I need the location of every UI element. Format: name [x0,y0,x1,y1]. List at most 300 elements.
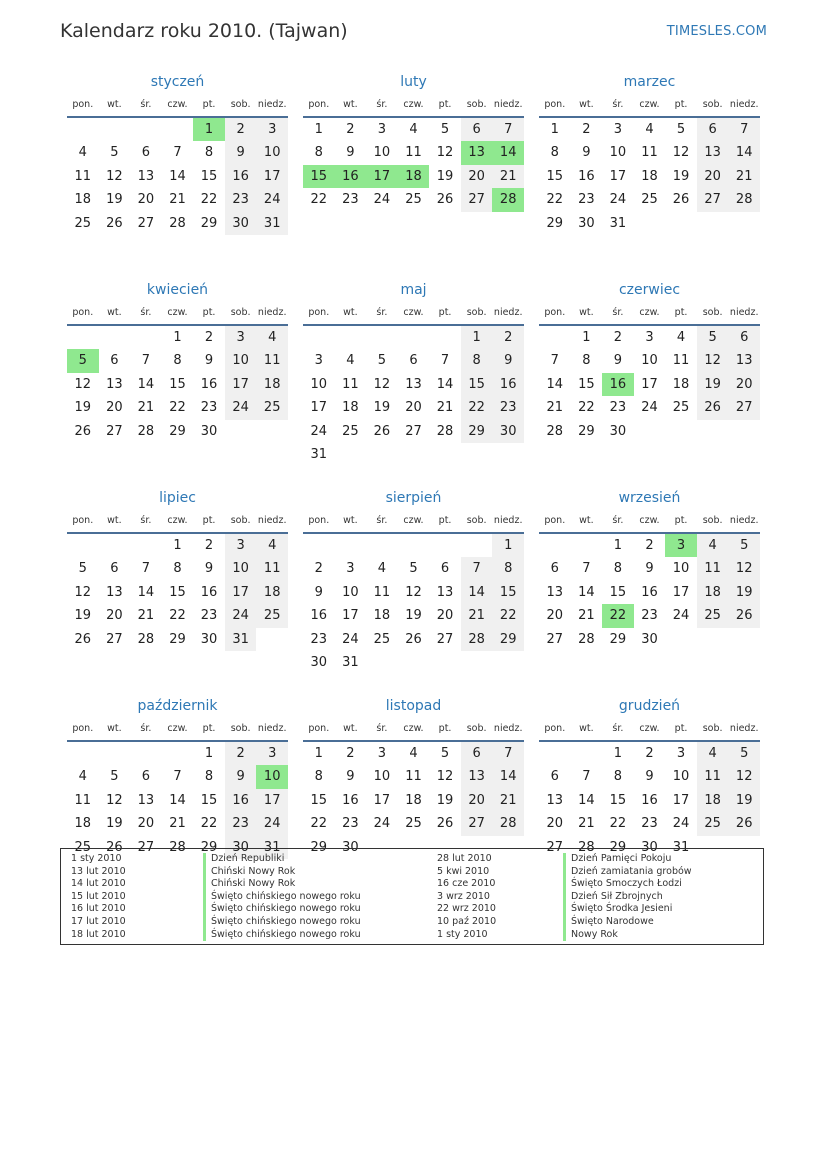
weekday-label: pt. [202,723,216,734]
day-cell: 14 [461,581,493,604]
day-cell: 3 [377,746,387,761]
day-cell-holiday: 16 [602,373,634,396]
day-cell: 8 [613,561,623,577]
weekday-header [539,94,760,118]
month-title: styczeń [150,74,205,90]
empty-cell [99,326,131,349]
legend-holiday-name: Święto chińskiego nowego roku [203,916,437,929]
weekday-label: wt. [107,515,122,526]
weekday-label: pt. [674,307,688,318]
day-cell: 3 [377,122,387,137]
weekday-header [303,510,524,534]
day-cell: 17 [609,168,627,184]
day-cell: 16 [578,168,595,184]
day-cell: 16 [225,789,257,812]
day-cell: 8 [173,561,182,577]
day-cell: 27 [106,631,123,647]
day-cell: 7 [461,557,493,580]
weekday-header [67,510,288,534]
empty-cell [99,118,131,141]
weekday-label: czw. [403,307,424,318]
day-cell: 2 [582,122,591,137]
day-cell: 19 [436,792,454,808]
day-cell: 21 [137,608,155,624]
empty-cell [461,534,493,557]
day-cell: 1 [582,330,591,345]
day-cell: 20 [546,608,564,624]
day-cell: 3 [613,122,623,137]
weekday-label: sob. [230,99,251,110]
day-cell: 20 [546,816,564,832]
weekday-label: sob. [702,723,723,734]
day-cell: 17 [256,165,288,188]
day-cell: 5 [440,746,450,761]
weekday-label: niedz. [257,515,287,526]
day-cell: 27 [405,423,422,439]
day-cell: 25 [342,423,359,439]
day-cell: 11 [405,145,422,161]
day-cell: 20 [436,608,454,624]
day-cell: 31 [225,628,257,651]
day-cell: 21 [461,604,493,627]
weekday-label: czw. [639,99,660,110]
day-cell: 27 [137,215,155,231]
days-grid [67,326,288,443]
day-cell: 16 [200,376,218,392]
days-grid [539,534,760,651]
year-calendar-grid [67,72,760,904]
day-cell: 4 [78,769,87,785]
weekday-label: śr. [140,515,152,526]
day-cell-holiday: 14 [492,141,524,164]
day-cell: 21 [546,400,564,416]
day-cell: 8 [314,769,323,785]
legend-date: 1 sty 2010 [71,853,122,864]
day-cell: 13 [697,141,729,164]
day-cell: 8 [582,353,591,369]
day-cell: 4 [256,326,288,349]
day-cell: 16 [200,584,218,600]
brand-logo-text[interactable]: TIMESLES.COM [666,24,767,39]
day-cell: 8 [613,769,623,785]
day-cell: 29 [546,215,564,231]
day-cell: 23 [492,396,524,419]
weekday-label: śr. [140,307,152,318]
day-cell: 20 [106,400,123,416]
weekday-label: śr. [376,307,388,318]
day-cell: 6 [409,353,418,369]
day-cell: 25 [405,192,422,208]
weekday-label: wt. [343,307,358,318]
weekday-label: wt. [579,515,594,526]
weekday-label: pt. [674,99,688,110]
weekday-label: pt. [202,515,216,526]
day-cell: 18 [342,400,359,416]
day-cell: 15 [461,373,493,396]
day-cell: 25 [373,631,391,647]
day-cell: 24 [373,816,391,832]
legend-holiday-name: Święto chińskiego nowego roku [203,891,437,904]
weekday-label: czw. [639,515,660,526]
legend-names-left [203,853,437,944]
day-cell: 23 [225,812,257,835]
month-title: listopad [385,698,442,714]
day-cell: 15 [609,792,627,808]
month-title: marzec [623,74,676,90]
day-cell: 11 [641,145,658,161]
legend-holiday-name: Dzień Sił Zbrojnych [563,891,763,904]
weekday-label: czw. [167,723,188,734]
day-cell: 31 [256,836,288,859]
day-cell: 9 [645,561,654,577]
weekday-label: śr. [140,723,152,734]
day-cell: 7 [141,561,151,577]
day-cell: 30 [492,420,524,443]
empty-cell [67,534,99,557]
day-cell: 21 [578,608,595,624]
day-cell: 30 [200,423,218,439]
day-cell: 4 [78,145,87,161]
empty-cell [366,326,398,349]
day-cell: 18 [256,373,288,396]
legend-dates-right [437,853,563,944]
day-cell: 3 [256,742,288,765]
weekday-label: pt. [674,723,688,734]
day-cell: 17 [672,584,690,600]
empty-cell [398,534,430,557]
day-cell: 15 [200,168,218,184]
day-cell: 20 [137,192,155,208]
legend-date: 13 lut 2010 [71,865,126,877]
empty-cell [162,118,194,141]
day-cell: 9 [582,145,591,161]
weekday-label: sob. [230,723,251,734]
weekday-label: czw. [403,723,424,734]
day-cell: 30 [225,212,257,235]
day-cell: 1 [461,326,493,349]
weekday-label: wt. [579,723,594,734]
weekday-label: wt. [579,307,594,318]
day-cell: 14 [169,792,186,808]
day-cell: 19 [106,816,123,832]
day-cell: 22 [169,608,186,624]
weekday-label: czw. [639,307,660,318]
weekday-label: czw. [403,515,424,526]
day-cell: 17 [373,792,391,808]
day-cell: 28 [546,423,564,439]
month-2 [539,72,760,272]
day-cell: 23 [200,400,218,416]
weekday-label: sob. [230,307,251,318]
day-cell-holiday: 18 [398,165,430,188]
day-cell: 5 [110,769,119,785]
day-cell: 17 [256,789,288,812]
day-cell: 12 [106,168,123,184]
month-7 [303,488,524,688]
day-cell: 21 [728,165,760,188]
days-grid [67,118,288,235]
day-cell: 26 [74,631,92,647]
day-cell: 17 [225,373,257,396]
legend-holiday-name: Dzień Pamięci Pokoju [563,853,763,866]
weekday-label: sob. [466,515,487,526]
day-cell: 18 [373,608,391,624]
weekday-label: śr. [376,723,388,734]
day-cell: 26 [106,215,123,231]
weekday-label: niedz. [257,99,287,110]
day-cell: 24 [373,192,391,208]
day-cell: 13 [106,376,123,392]
day-cell: 4 [377,561,387,577]
day-cell-holiday: 13 [461,141,493,164]
day-cell: 1 [492,534,524,557]
day-cell: 19 [728,581,760,604]
day-cell: 29 [169,631,186,647]
day-cell: 28 [578,839,595,855]
day-cell: 5 [78,561,87,577]
day-cell: 4 [697,534,729,557]
day-cell: 5 [676,122,686,137]
day-cell: 4 [346,353,355,369]
day-cell: 2 [314,561,323,577]
day-cell: 19 [436,168,454,184]
day-cell: 28 [492,812,524,835]
empty-cell [571,534,603,557]
day-cell: 19 [672,168,690,184]
day-cell: 13 [436,584,454,600]
day-cell: 17 [641,376,658,392]
day-cell: 7 [728,118,760,141]
day-cell: 28 [169,215,186,231]
day-cell: 2 [204,538,214,553]
day-cell: 26 [728,812,760,835]
day-cell: 27 [546,631,564,647]
days-grid [539,118,760,235]
day-cell: 16 [342,792,359,808]
weekday-header [303,718,524,742]
legend-names-right [563,853,763,944]
day-cell: 9 [613,353,623,369]
day-cell: 24 [342,631,359,647]
weekday-label: pt. [438,307,452,318]
day-cell: 25 [256,604,288,627]
day-cell: 24 [225,396,257,419]
legend-holiday-name: Święto chińskiego nowego roku [203,903,437,916]
legend-holiday-name: Święto Smoczych Łodzi [563,878,763,891]
month-title: sierpień [385,490,442,506]
legend-date: 17 lut 2010 [71,915,126,927]
empty-cell [162,742,194,765]
day-cell: 14 [578,584,595,600]
day-cell: 31 [609,215,627,231]
day-cell: 1 [173,330,182,345]
day-cell: 6 [461,742,493,765]
day-cell: 3 [645,330,654,345]
day-cell: 23 [641,608,658,624]
day-cell: 14 [578,792,595,808]
day-cell: 17 [225,581,257,604]
legend-holiday-name: Chiński Nowy Rok [203,866,437,879]
day-cell: 22 [310,192,328,208]
month-5 [539,280,760,480]
day-cell: 9 [204,561,214,577]
day-cell: 20 [106,608,123,624]
day-cell: 10 [609,145,627,161]
day-cell: 23 [342,192,359,208]
day-cell: 27 [106,423,123,439]
day-cell: 2 [346,122,355,137]
legend-date: 16 cze 2010 [437,878,496,890]
day-cell: 19 [373,400,391,416]
holiday-legend [60,848,764,945]
day-cell: 10 [672,561,690,577]
weekday-label: czw. [167,99,188,110]
day-cell: 15 [492,581,524,604]
day-cell: 5 [728,534,760,557]
day-cell: 20 [461,789,493,812]
days-grid [539,326,760,443]
weekday-label: czw. [639,723,660,734]
weekday-label: pt. [202,307,216,318]
day-cell: 23 [310,631,328,647]
day-cell: 9 [314,584,323,600]
day-cell: 29 [169,423,186,439]
day-cell: 12 [728,557,760,580]
day-cell: 29 [609,631,627,647]
day-cell: 21 [578,816,595,832]
weekday-label: wt. [343,723,358,734]
day-cell: 24 [672,608,690,624]
day-cell: 6 [110,561,119,577]
weekday-label: pon. [544,723,566,734]
weekday-label: niedz. [729,307,759,318]
day-cell: 11 [74,792,92,808]
weekday-label: pt. [438,515,452,526]
weekday-label: pon. [72,99,94,110]
day-cell: 7 [173,769,182,785]
day-cell: 15 [609,584,627,600]
day-cell: 30 [641,631,658,647]
weekday-label: śr. [376,99,388,110]
day-cell: 5 [697,326,729,349]
day-cell: 7 [492,118,524,141]
day-cell: 2 [225,118,257,141]
day-cell: 21 [492,789,524,812]
weekday-label: sob. [466,307,487,318]
day-cell: 25 [697,604,729,627]
day-cell: 13 [728,349,760,372]
day-cell: 17 [310,400,328,416]
day-cell: 6 [440,561,450,577]
day-cell: 10 [310,376,328,392]
day-cell: 24 [641,400,658,416]
day-cell: 12 [106,792,123,808]
day-cell: 12 [74,584,92,600]
weekday-header [539,718,760,742]
day-cell: 14 [137,584,155,600]
month-title: wrzesień [618,490,681,506]
day-cell: 19 [74,400,92,416]
day-cell: 29 [200,839,218,855]
empty-cell [539,534,571,557]
day-cell: 16 [641,584,658,600]
day-cell: 19 [106,192,123,208]
empty-cell [67,118,99,141]
day-cell: 10 [225,557,257,580]
month-4 [303,280,524,480]
day-cell: 10 [373,769,391,785]
day-cell: 2 [492,326,524,349]
day-cell: 7 [492,742,524,765]
weekday-header [67,302,288,326]
day-cell: 10 [641,353,658,369]
day-cell: 2 [613,330,623,345]
day-cell: 19 [697,373,729,396]
day-cell: 11 [256,349,288,372]
day-cell: 1 [173,538,182,553]
day-cell: 10 [256,141,288,164]
empty-cell [539,742,571,765]
weekday-label: śr. [140,99,152,110]
month-title: maj [400,282,427,298]
day-cell: 1 [550,122,559,137]
day-cell: 30 [641,839,658,855]
day-cell: 20 [137,816,155,832]
day-cell: 13 [405,376,422,392]
day-cell: 18 [641,168,658,184]
day-cell: 30 [225,836,257,859]
day-cell: 12 [436,769,454,785]
day-cell: 12 [672,145,690,161]
day-cell: 20 [461,165,493,188]
day-cell: 9 [225,765,257,788]
weekday-label: pon. [308,515,330,526]
day-cell: 8 [461,349,493,372]
day-cell: 4 [645,122,654,137]
day-cell: 5 [110,145,119,161]
empty-cell [429,326,461,349]
day-cell: 22 [200,816,218,832]
legend-date: 16 lut 2010 [71,903,126,915]
day-cell-holiday: 3 [665,534,697,557]
day-cell: 23 [225,188,257,211]
weekday-label: sob. [702,99,723,110]
day-cell: 29 [492,628,524,651]
weekday-label: wt. [579,99,594,110]
legend-holiday-name: Święto Środka Jesieni [563,903,763,916]
day-cell: 4 [409,746,418,761]
day-cell: 23 [609,400,627,416]
day-cell: 27 [728,396,760,419]
day-cell: 25 [405,816,422,832]
month-title: lipiec [159,490,196,506]
weekday-label: pt. [202,99,216,110]
day-cell: 6 [550,561,559,577]
day-cell: 15 [310,792,328,808]
day-cell: 1 [204,746,214,761]
day-cell: 10 [342,584,359,600]
day-cell: 22 [546,192,564,208]
day-cell: 6 [728,326,760,349]
weekday-label: pt. [438,723,452,734]
day-cell: 9 [346,145,355,161]
day-cell: 16 [225,165,257,188]
day-cell: 5 [377,353,387,369]
day-cell: 3 [225,326,257,349]
empty-cell [130,534,162,557]
day-cell: 9 [225,141,257,164]
day-cell: 17 [342,608,359,624]
